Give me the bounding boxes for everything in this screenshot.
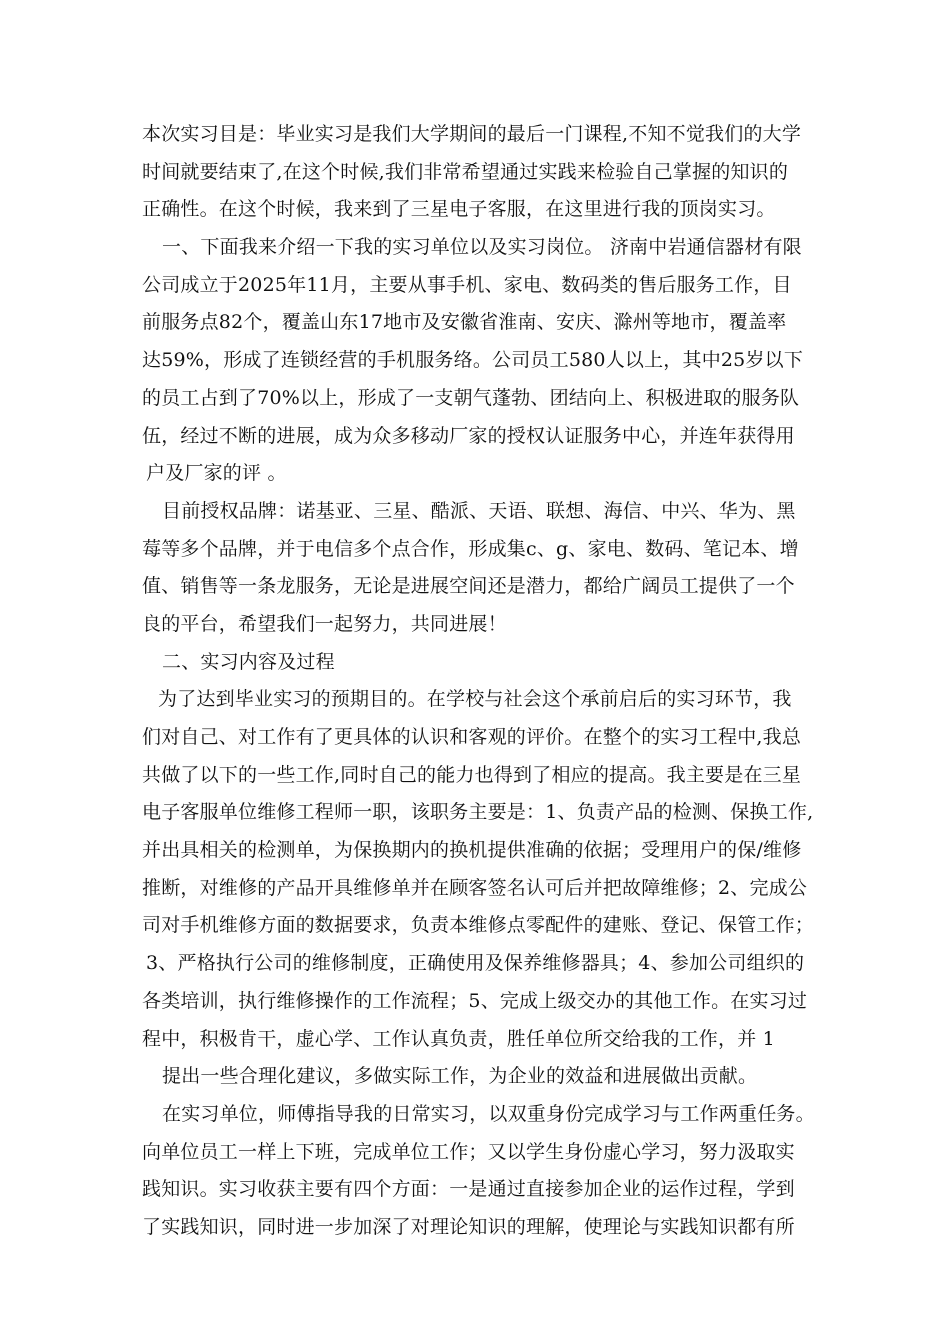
text-line: 3、严格执行公司的维修制度，正确使用及保养维修器具；4、参加公司组织的 <box>146 952 805 975</box>
text-line: 程中，积极肯干，虚心学、工作认真负责，胜任单位所交给我的工作，并 1 <box>142 1027 775 1050</box>
text-line: 户及厂家的评 。 <box>146 462 287 485</box>
paragraph-start-line: 为了达到毕业实习的预期目的。在学校与社会这个承前启后的实习环节，我 <box>158 688 792 711</box>
text-line: 正确性。在这个时候，我来到了三星电子客服，在这里进行我的顶岗实习。 <box>142 198 776 221</box>
section-heading-line: 一、下面我来介绍一下我的实习单位以及实习岗位。 济南中岩通信器材有限 <box>162 236 802 259</box>
text-line: 时间就要结束了,在这个时候,我们非常希望通过实践来检验自己掌握的知识的 <box>142 160 789 183</box>
text-line: 向单位员工一样上下班，完成单位工作；又以学生身份虚心学习，努力汲取实 <box>142 1140 795 1163</box>
text-line: 伍，经过不断的进展，成为众多移动厂家的授权认证服务中心，并连年获得用 <box>142 424 795 447</box>
text-line: 各类培训，执行维修操作的工作流程；5、完成上级交办的其他工作。在实习过 <box>142 989 808 1012</box>
text-line: 推断，对维修的产品开具维修单并在顾客签名认可后并把故障维修；2、完成公 <box>142 876 808 899</box>
text-line: 践知识。实习收获主要有四个方面：一是通过直接参加企业的运作过程，学到 <box>142 1178 795 1201</box>
text-line: 共做了以下的一些工作,同时自己的能力也得到了相应的提高。我主要是在三星 <box>142 763 802 786</box>
text-line: 值、销售等一条龙服务，无论是进展空间还是潜力，都给广阔员工提供了一个 <box>142 575 795 598</box>
section-heading-line: 二、实习内容及过程 <box>162 650 335 673</box>
text-line: 公司成立于2025年11月，主要从事手机、家电、数码类的售后服务工作，目 <box>142 273 792 296</box>
body-text <box>142 116 822 1247</box>
paragraph-start-line: 在实习单位，师傅指导我的日常实习，以双重身份完成学习与工作两重任务。 <box>162 1102 815 1125</box>
text-line: 们对自己、对工作有了更具体的认识和客观的评价。在整个的实习工程中,我总 <box>142 726 802 748</box>
text-line: 良的平台，希望我们一起努力，共同进展！ <box>142 612 507 635</box>
text-line: 了实践知识，同时进一步加深了对理论知识的理解，使理论与实践知识都有所 <box>142 1215 795 1238</box>
text-line: 达59%，形成了连锁经营的手机服务络。公司员工580人以上，其中25岁以下 <box>142 349 804 372</box>
text-line: 并出具相关的检测单，为保换期内的换机提供准确的依据；受理用户的保/维修 <box>142 839 802 862</box>
text-line: 莓等多个品牌，并于电信多个点合作，形成集c、g、家电、数码、笔记本、增 <box>142 537 799 560</box>
text-line: 前服务点82个，覆盖山东17地市及安徽省淮南、安庆、滁州等地市，覆盖率 <box>142 311 787 334</box>
text-line: 的员工占到了70%以上，形成了一支朝气蓬勃、团结向上、积极进取的服务队 <box>142 386 800 409</box>
text-line: 本次实习目是：毕业实习是我们大学期间的最后一门课程,不知不觉我们的大学 <box>142 123 802 145</box>
paragraph-start-line: 目前授权品牌：诺基亚、三星、酷派、天语、联想、海信、中兴、华为、黑 <box>162 499 796 522</box>
text-line: 司对手机维修方面的数据要求，负责本维修点零配件的建账、登记、保管工作； <box>142 914 815 937</box>
text-line: 提出一些合理化建议，多做实际工作，为企业的效益和进展做出贡献。 <box>162 1065 758 1088</box>
text-line: 电子客服单位维修工程师一职，该职务主要是：1、负责产品的检测、保换工作, <box>142 801 814 824</box>
